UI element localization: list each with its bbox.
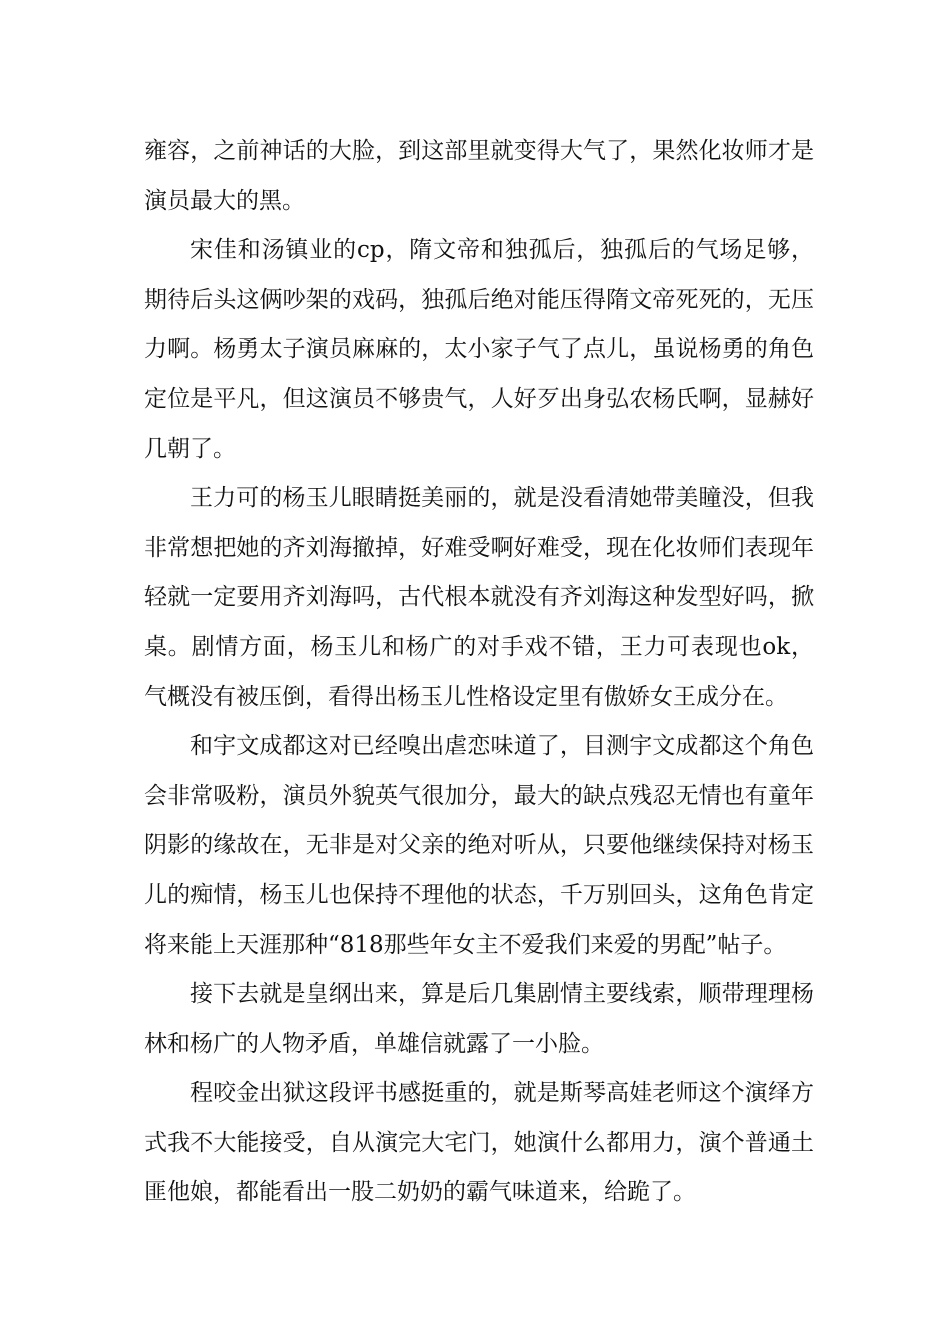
document-body — [144, 127, 814, 1218]
paragraph-1: 雍容，之前神话的大脸，到这部里就变得大气了，果然化妆师才是演员最大的黑。 — [144, 138, 814, 214]
paragraph-4: 和宇文成都这对已经嗅出虐恋味道了，目测宇文成都这个角色会非常吸粉，演员外貌英气很加分，最大的缺点残忍无情也有童年阴影的缘故在，无非是对父亲的绝对听从，只要他继续保持对杨玉儿的痴情，杨玉儿也保持不理他的状态，千万别回头，这角色肯定将来能上天涯那种“818那些年女主不爱我们来爱的男配”帖子。 — [144, 733, 814, 958]
paragraph-2: 宋佳和汤镇业的cp，隋文帝和独孤后，独孤后的气场足够，期待后头这俩吵架的戏码，独孤后绝对能压得隋文帝死死的，无压力啊。杨勇太子演员麻麻的，太小家子气了点儿，虽说杨勇的角色定位是平凡，但这演员不够贵气，人好歹出身弘农杨氏啊，显赫好几朝了。 — [144, 237, 814, 462]
paragraph-6: 程咬金出狱这段评书感挺重的，就是斯琴高娃老师这个演绎方式我不大能接受，自从演完大宅门，她演什么都用力，演个普通土匪他娘，都能看出一股二奶奶的霸气味道来，给跪了。 — [144, 1080, 814, 1206]
paragraph-5: 接下去就是皇纲出来，算是后几集剧情主要线索，顺带理理杨林和杨广的人物矛盾，单雄信就露了一小脸。 — [144, 981, 814, 1057]
paragraph-3: 王力可的杨玉儿眼睛挺美丽的，就是没看清她带美瞳没，但我非常想把她的齐刘海撤掉，好难受啊好难受，现在化妆师们表现年轻就一定要用齐刘海吗，古代根本就没有齐刘海这种发型好吗，掀桌。剧情方面，杨玉儿和杨广的对手戏不错，王力可表现也ok，气概没有被压倒，看得出杨玉儿性格设定里有傲娇女王成分在。 — [144, 485, 814, 710]
